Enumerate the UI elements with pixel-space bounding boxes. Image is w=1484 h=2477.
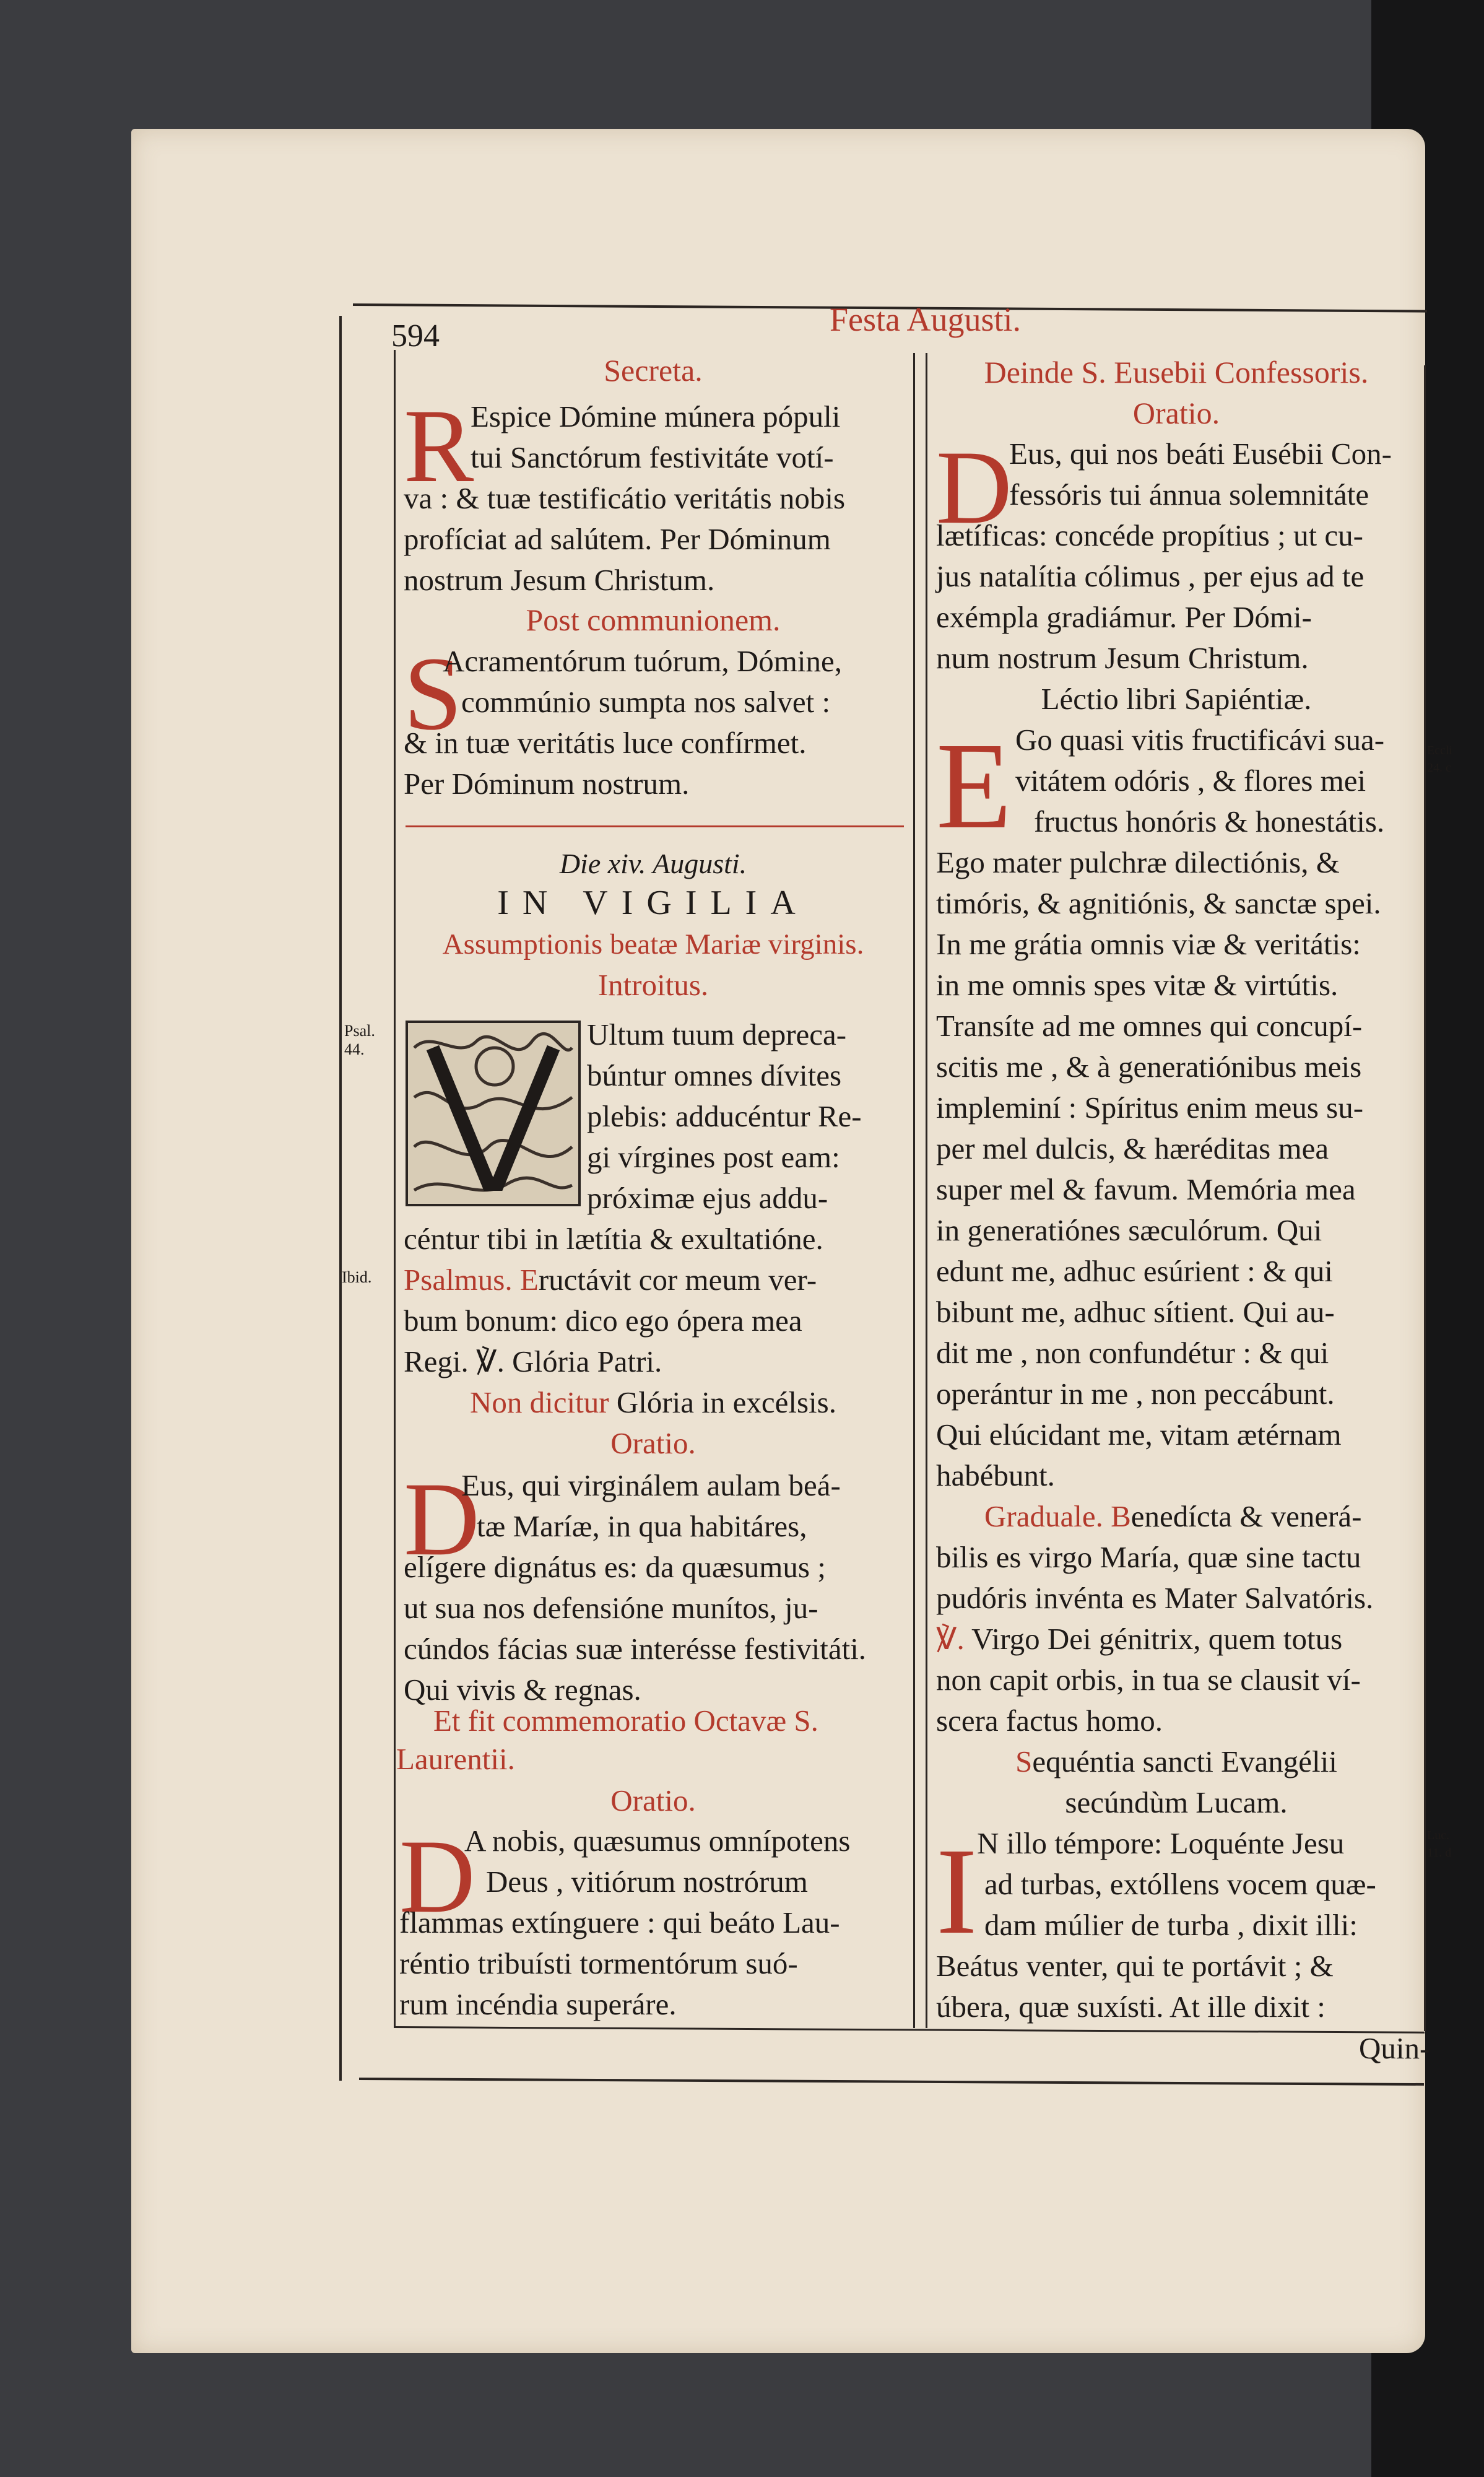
lectio-line: per mel dulcis, & hæréditas mea	[936, 1131, 1329, 1165]
lectio-line: operántur in me , non peccábunt.	[936, 1377, 1335, 1411]
vigil-title: IN VIGILIA	[497, 884, 809, 922]
rubric-gloria	[396, 1382, 910, 1423]
lectio-line: timóris, & agnitiónis, & sanctæ spei.	[936, 886, 1381, 920]
graduale-initial: B	[1111, 1499, 1131, 1533]
graduale-first-line	[984, 1496, 1361, 1537]
lectio-line: in me omnis spes vitæ & virtútis.	[936, 968, 1339, 1002]
eusebius-oratio-line: exémpla gradiámur. Per Dómi-	[936, 600, 1312, 634]
oratio-line: Qui vivis & regnas.	[404, 1673, 641, 1707]
lectio-line: fructus honóris & honestátis.	[1034, 804, 1385, 838]
catchword: Quin-	[1359, 2031, 1430, 2065]
introit-line: próximæ ejus addu-	[587, 1181, 828, 1215]
secreta-heading: Secreta.	[604, 353, 703, 388]
left-outer-rule	[339, 316, 342, 2081]
introit-line: Ultum tuum depreca-	[587, 1017, 847, 1051]
oratio2-line: Deus , vitiórum nostrórum	[486, 1865, 808, 1899]
introit-line: plebis: adducéntur Re-	[587, 1099, 862, 1133]
psalm-label: Psalmus.	[404, 1263, 513, 1297]
psalm-margin-note: Ibid.	[342, 1268, 372, 1286]
graduale-line: pudóris invénta es Mater Salvatóris.	[936, 1581, 1374, 1615]
introit-line: búntur omnes dívites	[587, 1058, 842, 1092]
lectio-line: In me grátia omnis viæ & veritátis:	[936, 927, 1361, 961]
page-number: 594	[391, 318, 440, 354]
rubric-black-text: Glória in excélsis.	[616, 1385, 836, 1419]
left-inner-rule	[394, 350, 396, 2028]
oratio-line: ut sua nos defensióne munítos, ju-	[404, 1591, 818, 1625]
postcommunion-line: Acramentórum tuórum, Dómine,	[443, 644, 843, 678]
gospel-heading-initial: S	[1015, 1744, 1033, 1778]
gospel-line: N illo témpore: Loquénte Jesu	[977, 1826, 1345, 1860]
lectio-line: edunt me, adhuc esúrient : & qui	[936, 1254, 1333, 1288]
lectio-line: habébunt.	[936, 1458, 1055, 1492]
lectio-line: Go quasi vitis fructificávi sua-	[1015, 723, 1385, 757]
gospel-heading-2: secúndùm Lucam.	[1065, 1785, 1288, 1819]
lectio-line: vitátem odóris , & flores mei	[1015, 764, 1366, 798]
secreta-initial: R	[404, 388, 474, 504]
versicle-line: Virgo Dei génitrix, quem totus	[971, 1622, 1343, 1656]
secreta-line: nostrum Jesum Christum.	[404, 563, 715, 597]
oratio2-heading: Oratio.	[610, 1783, 696, 1817]
lectio-line: bibunt me, adhuc sítient. Qui au-	[936, 1295, 1335, 1329]
right-inner-rule	[1424, 365, 1426, 2031]
introit-line: gi vírgines post eam:	[587, 1140, 840, 1174]
gospel-line: úbera, quæ suxísti. At ille dixit :	[936, 1990, 1326, 2024]
running-title: Festa Augusti.	[830, 301, 1022, 338]
introit-heading: Introitus.	[597, 968, 709, 1002]
lectio-line: dit me , non confundétur : & qui	[936, 1336, 1329, 1370]
postcommunion-line: commúnio sumpta nos salvet :	[461, 685, 831, 719]
postcommunion-initial: S	[404, 635, 462, 752]
secreta-line: profíciat ad salútem. Per Dóminum	[404, 522, 831, 556]
gospel-line: ad turbas, extóllens vocem quæ-	[984, 1867, 1376, 1901]
graduale-line: enedícta & venerá-	[1130, 1499, 1362, 1533]
lectio-line: Ego mater pulchræ dilectiónis, &	[936, 845, 1340, 879]
rubric-red-text: Non dicitur	[470, 1385, 609, 1419]
lectio-line: scitis me , & à generatiónibus meis	[936, 1050, 1362, 1084]
oratio2-line: réntio tribuísti tormentórum suó-	[399, 1946, 798, 1980]
lectio-initial: E	[936, 718, 1012, 855]
eusebius-oratio-heading: Oratio.	[1132, 396, 1220, 430]
introit-margin-note: Psal. 44.	[344, 1022, 375, 1058]
postcommunion-heading: Post communionem.	[526, 603, 781, 637]
lectio-heading: Léctio libri Sapiéntiæ.	[1041, 682, 1312, 716]
vigil-subtitle: Assumptionis beatæ Mariæ virginis.	[442, 928, 864, 960]
psalm-line: bum bonum: dico ego ópera mea	[404, 1304, 802, 1338]
gospel-heading-text: equéntia sancti Evangélii	[1032, 1744, 1337, 1778]
introit-line: céntur tibi in lætítia & exultatióne.	[404, 1222, 823, 1256]
versicle-line: scera factus homo.	[936, 1704, 1163, 1738]
commemoration-line: Laurentii.	[396, 1742, 515, 1776]
column-divider-2	[926, 353, 927, 2028]
gospel-line: Beátus venter, qui te portávit ; &	[936, 1949, 1334, 1983]
lectio-margin-note: Eccli 24. c	[1427, 744, 1453, 775]
oratio-heading: Oratio.	[610, 1426, 696, 1460]
ornament-initial-icon	[408, 1023, 578, 1204]
gospel-line: dam múlier de turba , dixit illi:	[984, 1908, 1358, 1942]
oratio2-line: flammas extínguere : qui beáto Lau-	[399, 1905, 840, 1939]
oratio-line: Eus, qui virginálem aulam beá-	[461, 1468, 841, 1502]
commemoration-line: Et fit commemoratio Octavæ S.	[433, 1704, 818, 1738]
oratio-line: elígere dignátus es: da quæsumus ;	[404, 1550, 826, 1584]
graduale-line: bilis es virgo María, quæ sine tactu	[936, 1540, 1361, 1574]
secreta-line: tui Sanctórum festivitáte votí-	[471, 440, 834, 474]
versicle-mark: ℣.	[936, 1622, 965, 1656]
versicle-first-line	[936, 1619, 1342, 1660]
eusebius-oratio-line: lætíficas: concéde propítius ; ut cu-	[936, 518, 1363, 552]
postcommunion-line: Per Dóminum nostrum.	[404, 767, 690, 801]
eusebius-heading: Deinde S. Eusebii Confessoris.	[984, 355, 1369, 390]
secreta-line: va : & tuæ testificátio veritátis nobis	[404, 481, 846, 515]
oratio-line: cúndos fácias suæ interésse festivitáti.	[404, 1632, 867, 1666]
psalm-first-line	[404, 1260, 817, 1300]
column-divider-1	[913, 353, 915, 2028]
graduale-label: Graduale.	[984, 1499, 1103, 1533]
lectio-line: Qui elúcidant me, vitam ætérnam	[936, 1417, 1342, 1452]
lectio-line: Transíte ad me omnes qui concupí-	[936, 1009, 1363, 1043]
oratio2-line: rum incéndia superáre.	[399, 1987, 677, 2021]
bottom-rule-outer	[359, 2078, 1424, 2086]
eusebius-oratio-line: num nostrum Jesum Christum.	[936, 641, 1309, 675]
eusebius-oratio-initial: D	[936, 429, 1012, 546]
psalm-initial: E	[519, 1263, 539, 1297]
eusebius-oratio-line: jus natalítia cólimus , per ejus ad te	[936, 559, 1365, 593]
section-divider	[406, 825, 904, 827]
psalm-line: Regi. ℣. Glória Patri.	[404, 1344, 662, 1378]
oratio2-initial: D	[399, 1818, 475, 1935]
postcommunion-line: & in tuæ veritátis luce confírmet.	[404, 726, 807, 760]
eusebius-oratio-line: Eus, qui nos beáti Eusébii Con-	[1009, 437, 1392, 471]
oratio-initial: D	[404, 1461, 480, 1577]
lectio-line: impleminí : Spíritus enim meus su-	[936, 1090, 1364, 1125]
oratio-line: tæ Maríæ, in qua habitáres,	[477, 1509, 807, 1543]
oratio2-line: A nobis, quæsumus omnípotens	[464, 1824, 851, 1858]
gospel-margin-note: Luc. 11. d	[1427, 1829, 1452, 1860]
vigil-date: Die xiv. Augusti.	[559, 848, 747, 879]
secreta-line: Espice Dómine múnera pópuli	[471, 399, 841, 433]
decorated-initial-v	[406, 1021, 581, 1206]
gospel-dropcap: I	[936, 1823, 978, 1960]
eusebius-oratio-line: fessóris tui ánnua solemnitáte	[1009, 477, 1369, 512]
psalm-line: ructávit cor meum ver-	[538, 1263, 817, 1297]
gospel-heading-1	[929, 1741, 1424, 1782]
lectio-line: super mel & favum. Memória mea	[936, 1172, 1356, 1206]
versicle-line: non capit orbis, in tua se clausit ví-	[936, 1663, 1361, 1697]
lectio-line: in generatiónes sæculórum. Qui	[936, 1213, 1322, 1247]
